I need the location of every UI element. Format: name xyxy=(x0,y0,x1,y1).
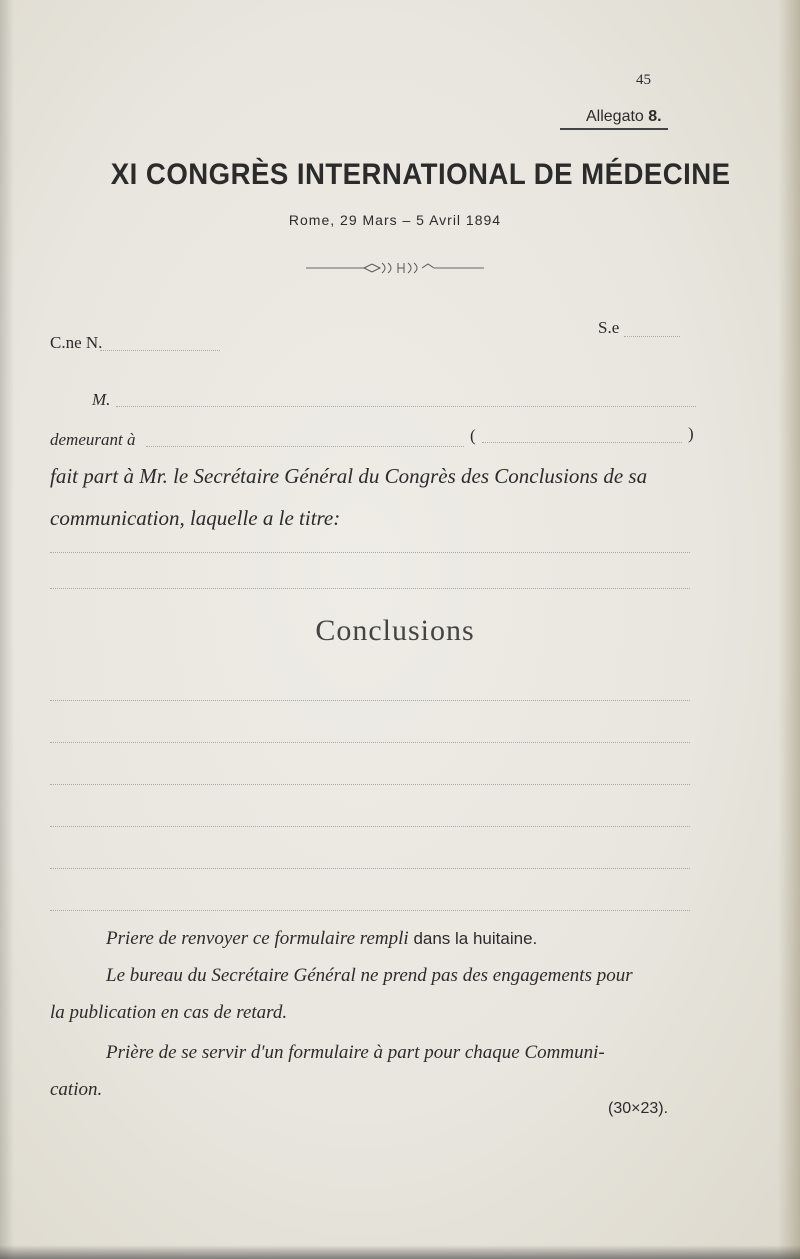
allegato-underline xyxy=(560,128,668,130)
c-number-field[interactable] xyxy=(100,350,220,351)
allegato-number: 8. xyxy=(648,108,662,125)
allegato-text: Allegato xyxy=(586,108,644,125)
page-number: 45 xyxy=(636,72,651,88)
conclusions-line-4[interactable] xyxy=(50,826,690,827)
conclusions-line-6[interactable] xyxy=(50,910,690,911)
note-2a: Le bureau du Secrétaire Général ne prend pas des engagements pour xyxy=(106,965,633,986)
note-1-plain: dans la huitaine. xyxy=(413,929,538,948)
c-number-label: C.ne N. xyxy=(50,333,103,352)
allegato-label xyxy=(586,108,662,126)
note-3b: cation. xyxy=(50,1079,103,1100)
title-field-line-2[interactable] xyxy=(50,588,690,589)
conclusions-heading: Conclusions xyxy=(315,614,475,647)
note-2b: la publication en cas de retard. xyxy=(50,1002,288,1023)
conclusions-line-5[interactable] xyxy=(50,868,690,869)
format-code: (30×23). xyxy=(608,1100,669,1117)
demeurant-label: demeurant à xyxy=(50,430,136,449)
page-bottom-shadow xyxy=(0,1245,800,1259)
document-title: XI CONGRÈS INTERNATIONAL DE MÉDECINE xyxy=(110,158,731,191)
conclusions-line-1[interactable] xyxy=(50,700,690,701)
region-field[interactable] xyxy=(482,442,682,443)
conclusions-line-3[interactable] xyxy=(50,784,690,785)
s-label: S.e xyxy=(598,318,620,337)
ornament-divider-icon xyxy=(306,261,486,275)
title-field-line-1[interactable] xyxy=(50,552,690,553)
m-label: M. xyxy=(92,390,111,409)
note-1 xyxy=(106,928,537,950)
note-3a: Prière de se servir d'un formulaire à part pour chaque Communi- xyxy=(106,1042,605,1063)
s-field[interactable] xyxy=(624,336,680,337)
name-field[interactable] xyxy=(116,406,696,407)
conclusions-line-2[interactable] xyxy=(50,742,690,743)
form-line-2: communication, laquelle a le titre: xyxy=(50,506,341,530)
document-subtitle: Rome, 29 Mars – 5 Avril 1894 xyxy=(288,212,502,228)
note-1-italic: Priere de renvoyer ce formulaire rempli xyxy=(106,928,409,949)
paren-open: ( xyxy=(470,426,476,445)
address-field[interactable] xyxy=(146,446,464,447)
form-line-1: fait part à Mr. le Secrétaire Général du Congrès des Conclusions de sa xyxy=(50,464,648,488)
paren-close: ) xyxy=(688,424,694,443)
